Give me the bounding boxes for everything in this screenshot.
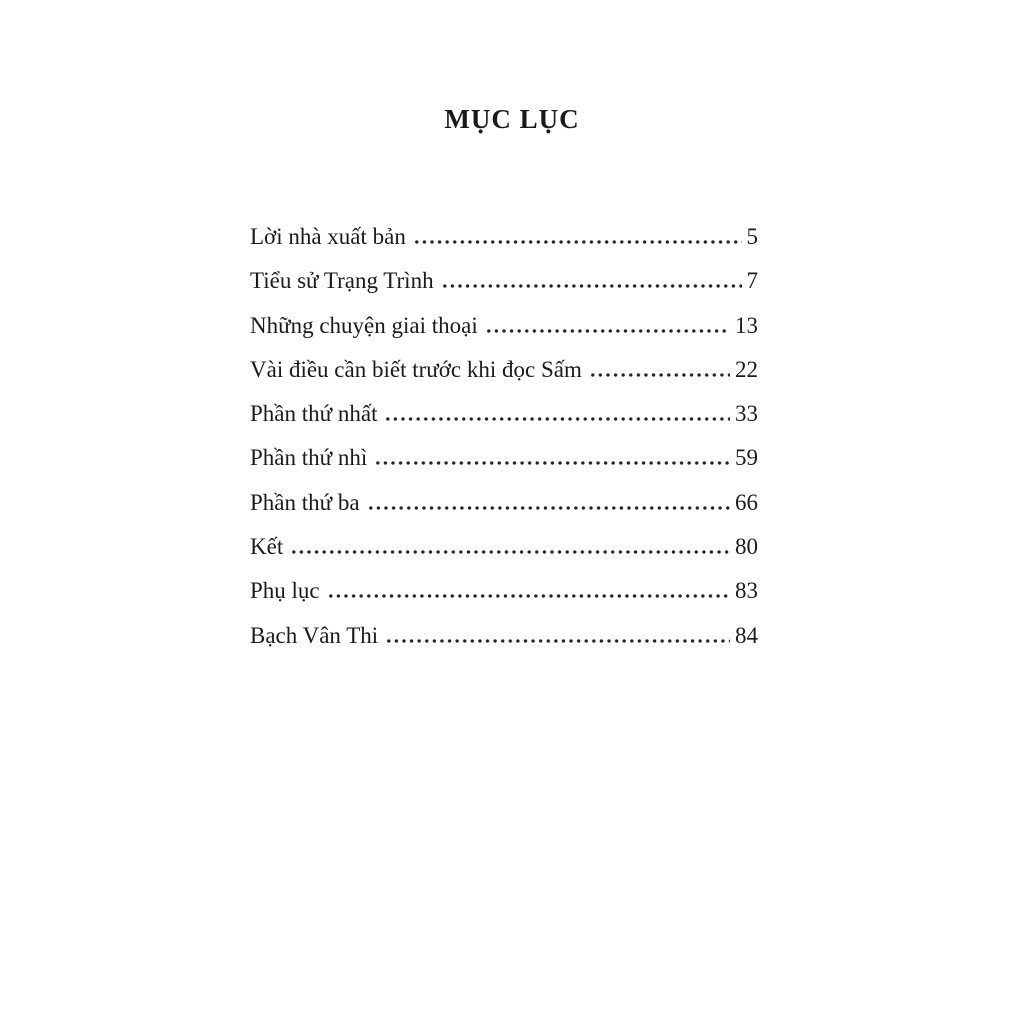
toc-entry-page-number: 66 bbox=[735, 489, 758, 515]
toc-entry bbox=[250, 490, 758, 534]
dot-leader bbox=[413, 240, 742, 244]
toc-entry bbox=[250, 623, 758, 667]
toc-entry-page-number: 13 bbox=[735, 312, 758, 338]
toc-entry-label: Bạch Vân Thi bbox=[250, 622, 379, 648]
toc-entry bbox=[250, 313, 758, 357]
toc-list bbox=[250, 224, 758, 667]
page-title: MỤC LỤC bbox=[444, 104, 580, 134]
toc-entry-page-number: 83 bbox=[735, 578, 758, 604]
toc-entry bbox=[250, 578, 758, 622]
toc-entry bbox=[250, 357, 758, 401]
toc-entry bbox=[250, 224, 758, 268]
toc-entry bbox=[250, 445, 758, 489]
toc-entry-page-number: 59 bbox=[735, 445, 758, 471]
dot-leader bbox=[327, 594, 730, 598]
toc-entry-label: Vài điều cần biết trước khi đọc Sấm bbox=[250, 356, 582, 382]
toc-entry bbox=[250, 268, 758, 312]
dot-leader bbox=[367, 506, 730, 510]
toc-entry-label: Lời nhà xuất bản bbox=[250, 224, 406, 249]
dot-leader bbox=[374, 461, 730, 465]
dot-leader bbox=[485, 329, 730, 333]
dot-leader bbox=[384, 417, 730, 421]
toc-entry-label: Tiểu sử Trạng Trình bbox=[250, 268, 434, 294]
dot-leader bbox=[290, 550, 730, 554]
toc-entry-page-number: 84 bbox=[735, 622, 758, 648]
toc-entry-page-number: 5 bbox=[746, 224, 758, 249]
toc-entry bbox=[250, 534, 758, 578]
toc-entry-label: Phần thứ nhất bbox=[250, 401, 378, 427]
toc-entry-page-number: 33 bbox=[735, 401, 758, 427]
dot-leader bbox=[441, 284, 742, 288]
toc-entry-label: Phần thứ ba bbox=[250, 489, 360, 515]
toc-entry-label: Phần thứ nhì bbox=[250, 445, 368, 471]
toc-entry-page-number: 7 bbox=[746, 268, 758, 294]
toc-entry-label: Những chuyện giai thoại bbox=[250, 312, 478, 338]
toc-entry bbox=[250, 401, 758, 445]
toc-entry-page-number: 80 bbox=[735, 534, 758, 560]
dot-leader bbox=[385, 639, 730, 643]
toc-entry-page-number: 22 bbox=[735, 356, 758, 382]
dot-leader bbox=[589, 373, 730, 377]
toc-entry-label: Kết bbox=[250, 534, 284, 560]
toc-entry-label: Phụ lục bbox=[250, 578, 320, 604]
